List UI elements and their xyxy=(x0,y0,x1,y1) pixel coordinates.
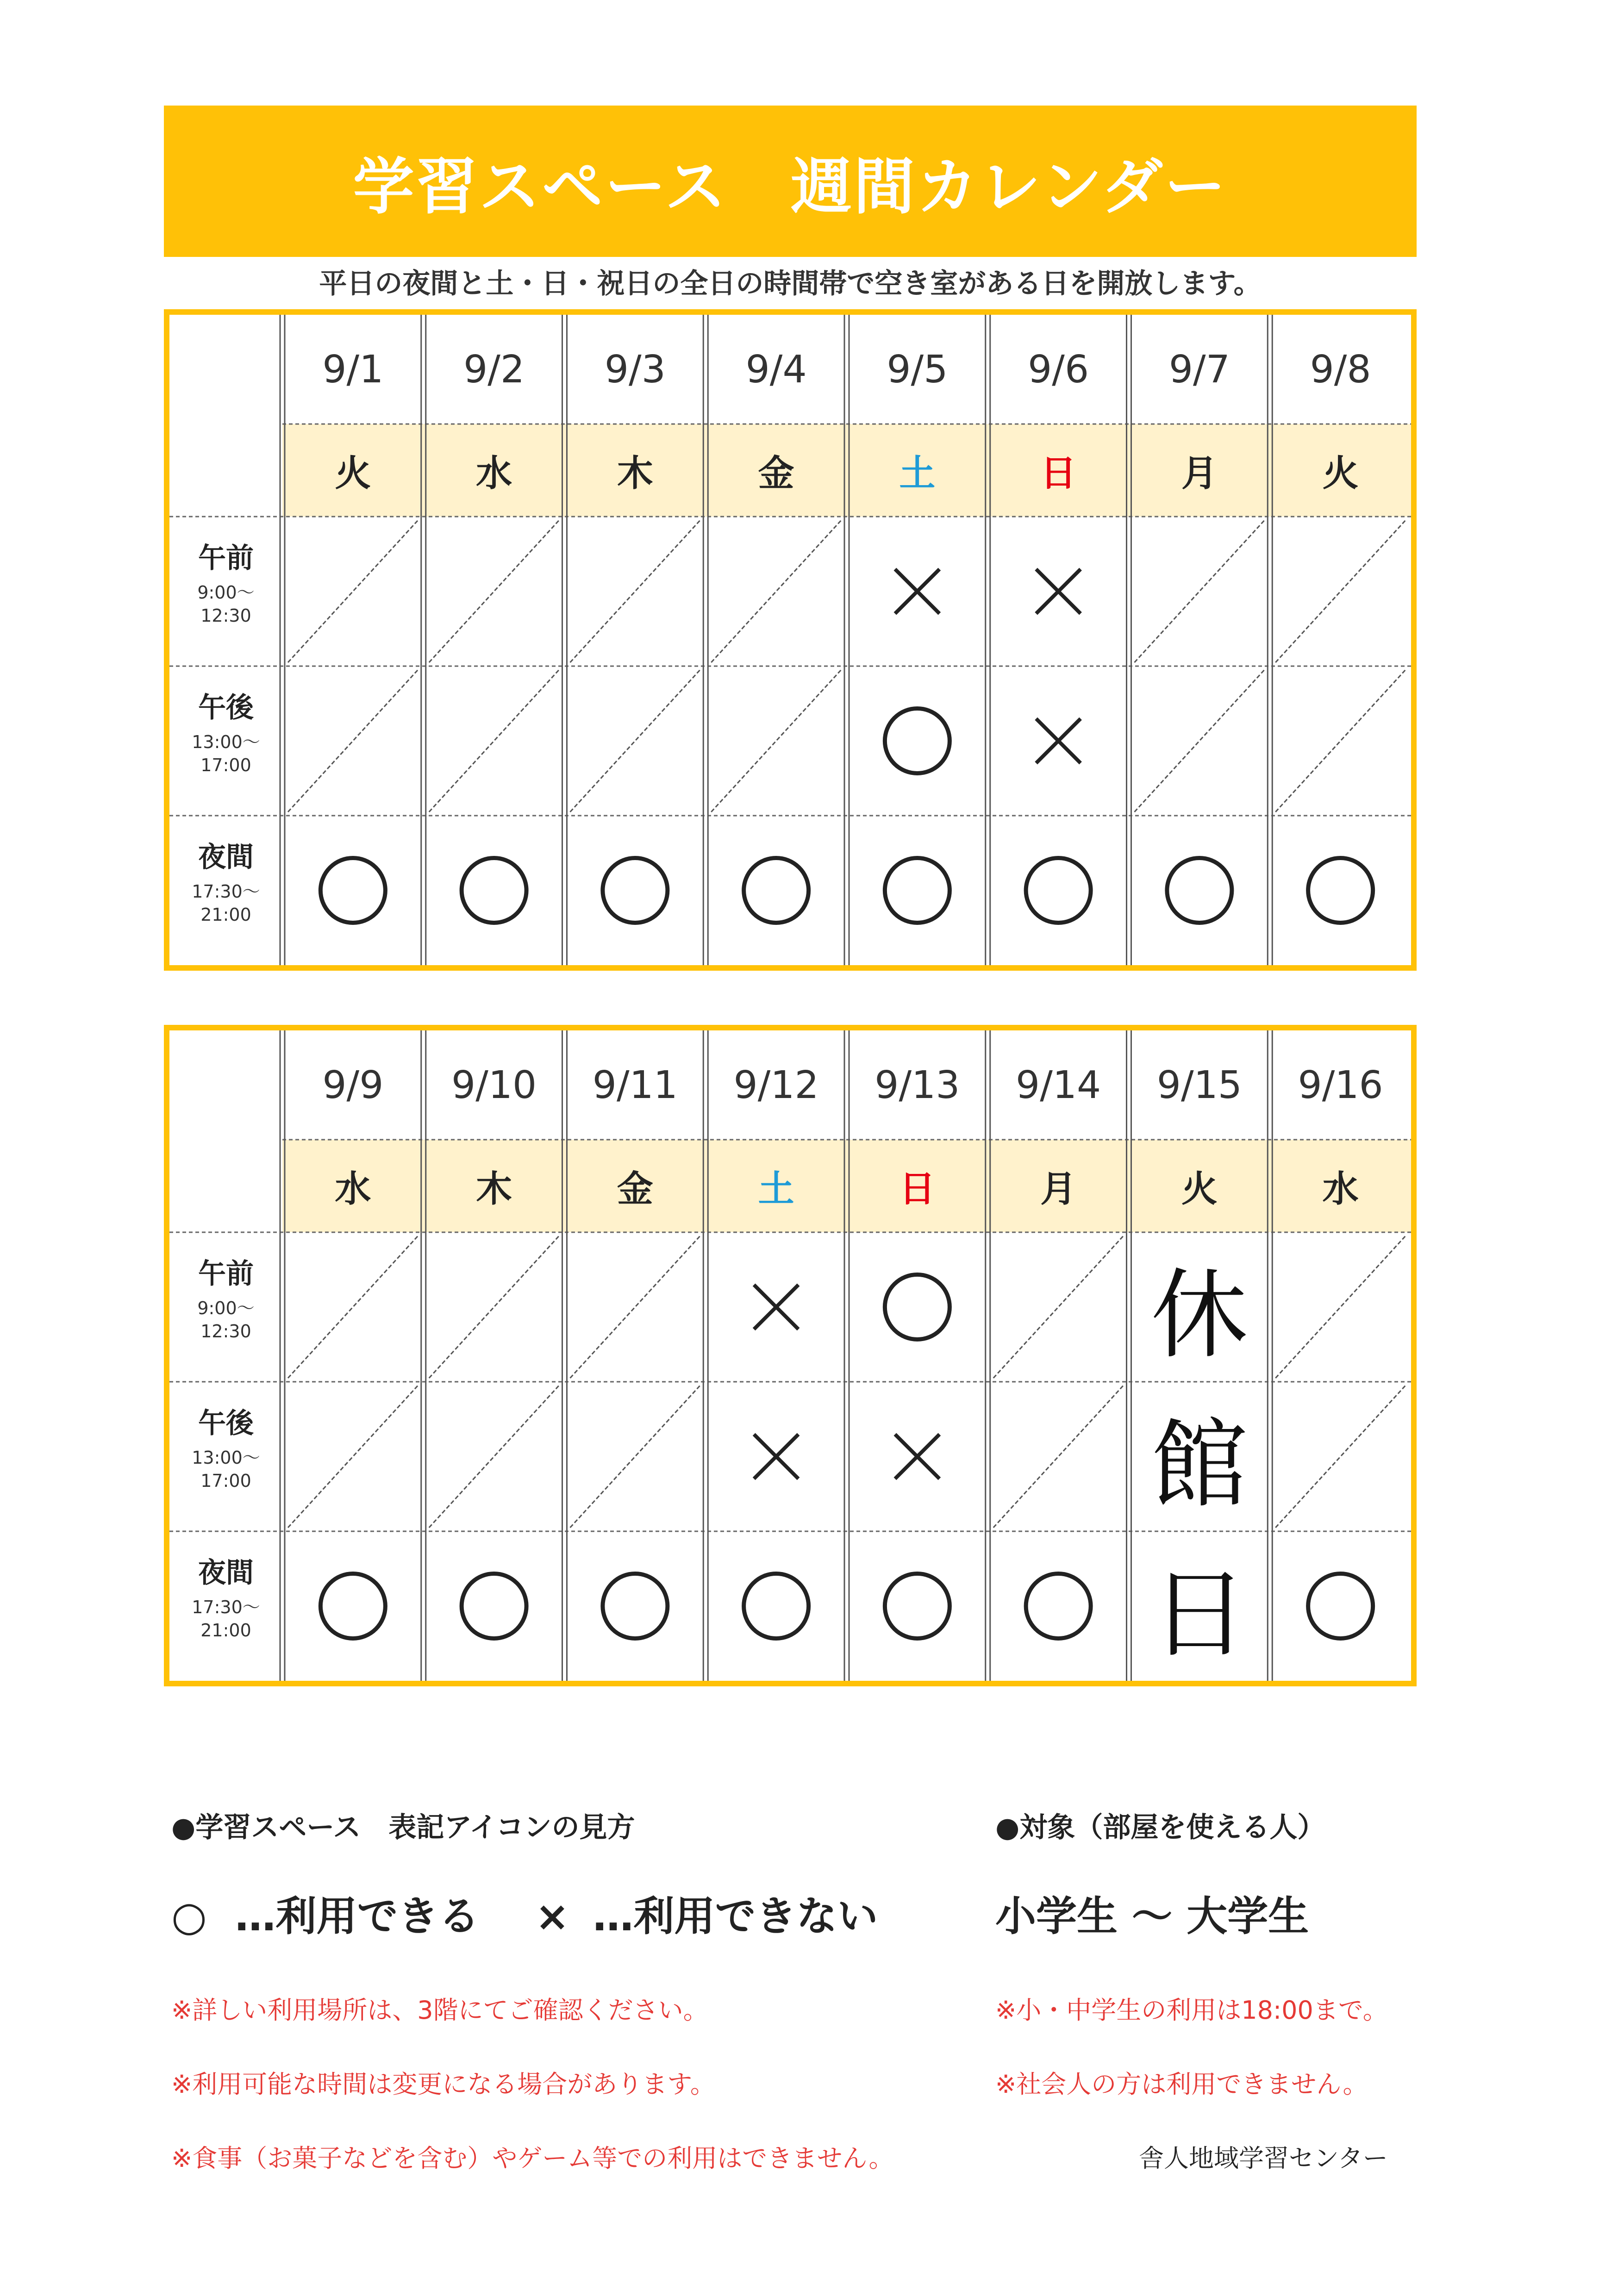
not-open-slash xyxy=(711,520,841,662)
not-open-slash xyxy=(1275,520,1405,662)
date-label: 9/10 xyxy=(451,1063,537,1107)
legend-line xyxy=(171,1884,878,1942)
day-of-week-label: 火 xyxy=(335,453,371,494)
not-open-slash xyxy=(1135,670,1265,812)
date-label: 9/3 xyxy=(604,347,666,392)
target-note: ※小・中学生の利用は18:00まで。 xyxy=(995,1996,1388,2025)
available-circle-icon xyxy=(603,1574,668,1639)
slot-time-to: 17:00 xyxy=(200,755,251,776)
date-label: 9/13 xyxy=(874,1063,960,1107)
available-circle-icon xyxy=(603,858,668,923)
date-label: 9/2 xyxy=(463,347,525,392)
date-label: 9/11 xyxy=(592,1063,678,1107)
unavailable-cross-icon xyxy=(754,1285,799,1329)
day-of-week-label: 月 xyxy=(1181,453,1218,494)
unavailable-cross-icon xyxy=(895,569,939,614)
day-of-week-label: 水 xyxy=(335,1168,371,1210)
slot-time-from: 17:30～ xyxy=(192,881,260,902)
date-label: 9/12 xyxy=(733,1063,819,1107)
day-of-week-label: 水 xyxy=(1322,1168,1359,1210)
unavailable-label: …利用できない xyxy=(593,1892,878,1940)
slot-label: 午前 xyxy=(198,542,254,574)
not-open-slash xyxy=(993,1385,1124,1528)
slot-label: 夜間 xyxy=(198,841,254,873)
day-of-week-label: 木 xyxy=(617,453,653,494)
slot-label: 午前 xyxy=(198,1258,254,1290)
closed-day-char: 館 xyxy=(1150,1408,1248,1522)
slot-time-to: 21:00 xyxy=(200,905,251,925)
closed-day-char: 日 xyxy=(1150,1557,1248,1671)
date-label: 9/4 xyxy=(745,347,807,392)
slot-time-to: 12:30 xyxy=(200,605,251,626)
closed-day-char: 休 xyxy=(1150,1258,1248,1372)
target-note: ※社会人の方は利用できません。 xyxy=(995,2070,1368,2099)
not-open-slash xyxy=(429,1385,559,1528)
date-label: 9/5 xyxy=(887,347,948,392)
not-open-slash xyxy=(570,670,700,812)
available-circle-icon xyxy=(1308,858,1373,923)
slot-time-to: 21:00 xyxy=(200,1620,251,1641)
not-open-slash xyxy=(288,520,418,662)
not-open-slash xyxy=(288,670,418,812)
not-open-slash xyxy=(1135,520,1265,662)
slot-time-from: 9:00～ xyxy=(197,582,255,603)
available-circle-icon xyxy=(462,858,526,923)
available-circle-icon xyxy=(1026,858,1091,923)
available-circle-icon xyxy=(744,858,809,923)
slot-label: 夜間 xyxy=(198,1557,254,1589)
available-circle-icon xyxy=(1308,1574,1373,1639)
available-circle-icon xyxy=(320,1574,385,1639)
day-of-week-label: 土 xyxy=(899,453,936,494)
legend-note: ※利用可能な時間は変更になる場合があります。 xyxy=(171,2070,715,2099)
unavailable-cross-icon xyxy=(895,1435,939,1479)
legend-note: ※食事（お菓子などを含む）やゲーム等での利用はできません。 xyxy=(171,2144,894,2173)
not-open-slash xyxy=(1275,1385,1405,1528)
day-of-week-label: 月 xyxy=(1040,1168,1077,1210)
date-label: 9/9 xyxy=(322,1063,384,1107)
slot-time-from: 17:30～ xyxy=(192,1597,260,1618)
not-open-slash xyxy=(570,1385,700,1528)
week-calendar-1 xyxy=(164,309,1417,971)
legend-heading: ●学習スペース 表記アイコンの見方 xyxy=(171,1811,635,1844)
not-open-slash xyxy=(288,1236,418,1378)
not-open-slash xyxy=(1275,670,1405,812)
target-value: 小学生 ～ 大学生 xyxy=(995,1892,1309,1940)
slot-time-to: 17:00 xyxy=(200,1471,251,1491)
not-open-slash xyxy=(570,1236,700,1378)
available-circle-icon xyxy=(1167,858,1232,923)
not-open-slash xyxy=(711,670,841,812)
not-open-slash xyxy=(1275,1236,1405,1378)
available-label: …利用できる xyxy=(235,1892,480,1940)
available-mark: ○ xyxy=(171,1892,207,1940)
not-open-slash xyxy=(288,1385,418,1528)
week-calendar-2 xyxy=(164,1025,1417,1686)
not-open-slash xyxy=(570,520,700,662)
available-circle-icon xyxy=(744,1574,809,1639)
date-label: 9/1 xyxy=(322,347,384,392)
date-label: 9/16 xyxy=(1298,1063,1383,1107)
title-banner xyxy=(164,106,1417,257)
date-label: 9/7 xyxy=(1168,347,1230,392)
target-heading: ●対象（部屋を使える人） xyxy=(995,1811,1325,1844)
date-label: 9/14 xyxy=(1016,1063,1101,1107)
day-of-week-label: 金 xyxy=(758,453,794,494)
available-circle-icon xyxy=(885,1275,949,1340)
date-label: 9/8 xyxy=(1310,347,1371,392)
day-of-week-label: 土 xyxy=(758,1168,794,1210)
not-open-slash xyxy=(429,520,559,662)
day-of-week-label: 日 xyxy=(899,1168,936,1210)
unavailable-cross-icon xyxy=(754,1435,799,1479)
available-circle-icon xyxy=(885,1574,949,1639)
slot-time-from: 13:00～ xyxy=(192,1447,260,1468)
date-label: 9/6 xyxy=(1028,347,1089,392)
slot-time-from: 9:00～ xyxy=(197,1298,255,1319)
slot-time-from: 13:00～ xyxy=(192,732,260,753)
unavailable-mark: × xyxy=(535,1892,569,1940)
slot-label: 午後 xyxy=(198,1407,254,1440)
slot-label: 午後 xyxy=(198,692,254,724)
date-label: 9/15 xyxy=(1156,1063,1242,1107)
page-title: 学習スペース 週間カレンダー xyxy=(353,151,1228,223)
day-of-week-label: 火 xyxy=(1322,453,1359,494)
available-circle-icon xyxy=(885,709,949,774)
day-of-week-label: 火 xyxy=(1181,1168,1218,1210)
day-of-week-label: 木 xyxy=(476,1168,512,1210)
available-circle-icon xyxy=(885,858,949,923)
page-subtitle: 平日の夜間と土・日・祝日の全日の時間帯で空き室がある日を開放します。 xyxy=(319,268,1262,300)
legend-note: ※詳しい利用場所は、3階にてご確認ください。 xyxy=(171,1996,708,2025)
not-open-slash xyxy=(993,1236,1124,1378)
slot-time-to: 12:30 xyxy=(200,1321,251,1342)
unavailable-cross-icon xyxy=(1036,569,1081,614)
day-of-week-label: 金 xyxy=(617,1168,653,1210)
not-open-slash xyxy=(429,670,559,812)
day-of-week-label: 日 xyxy=(1040,453,1077,494)
available-circle-icon xyxy=(320,858,385,923)
day-of-week-label: 水 xyxy=(476,453,512,494)
unavailable-cross-icon xyxy=(1036,719,1081,763)
available-circle-icon xyxy=(1026,1574,1091,1639)
available-circle-icon xyxy=(462,1574,526,1639)
organization-name: 舎人地域学習センター xyxy=(1139,2144,1388,2173)
not-open-slash xyxy=(429,1236,559,1378)
